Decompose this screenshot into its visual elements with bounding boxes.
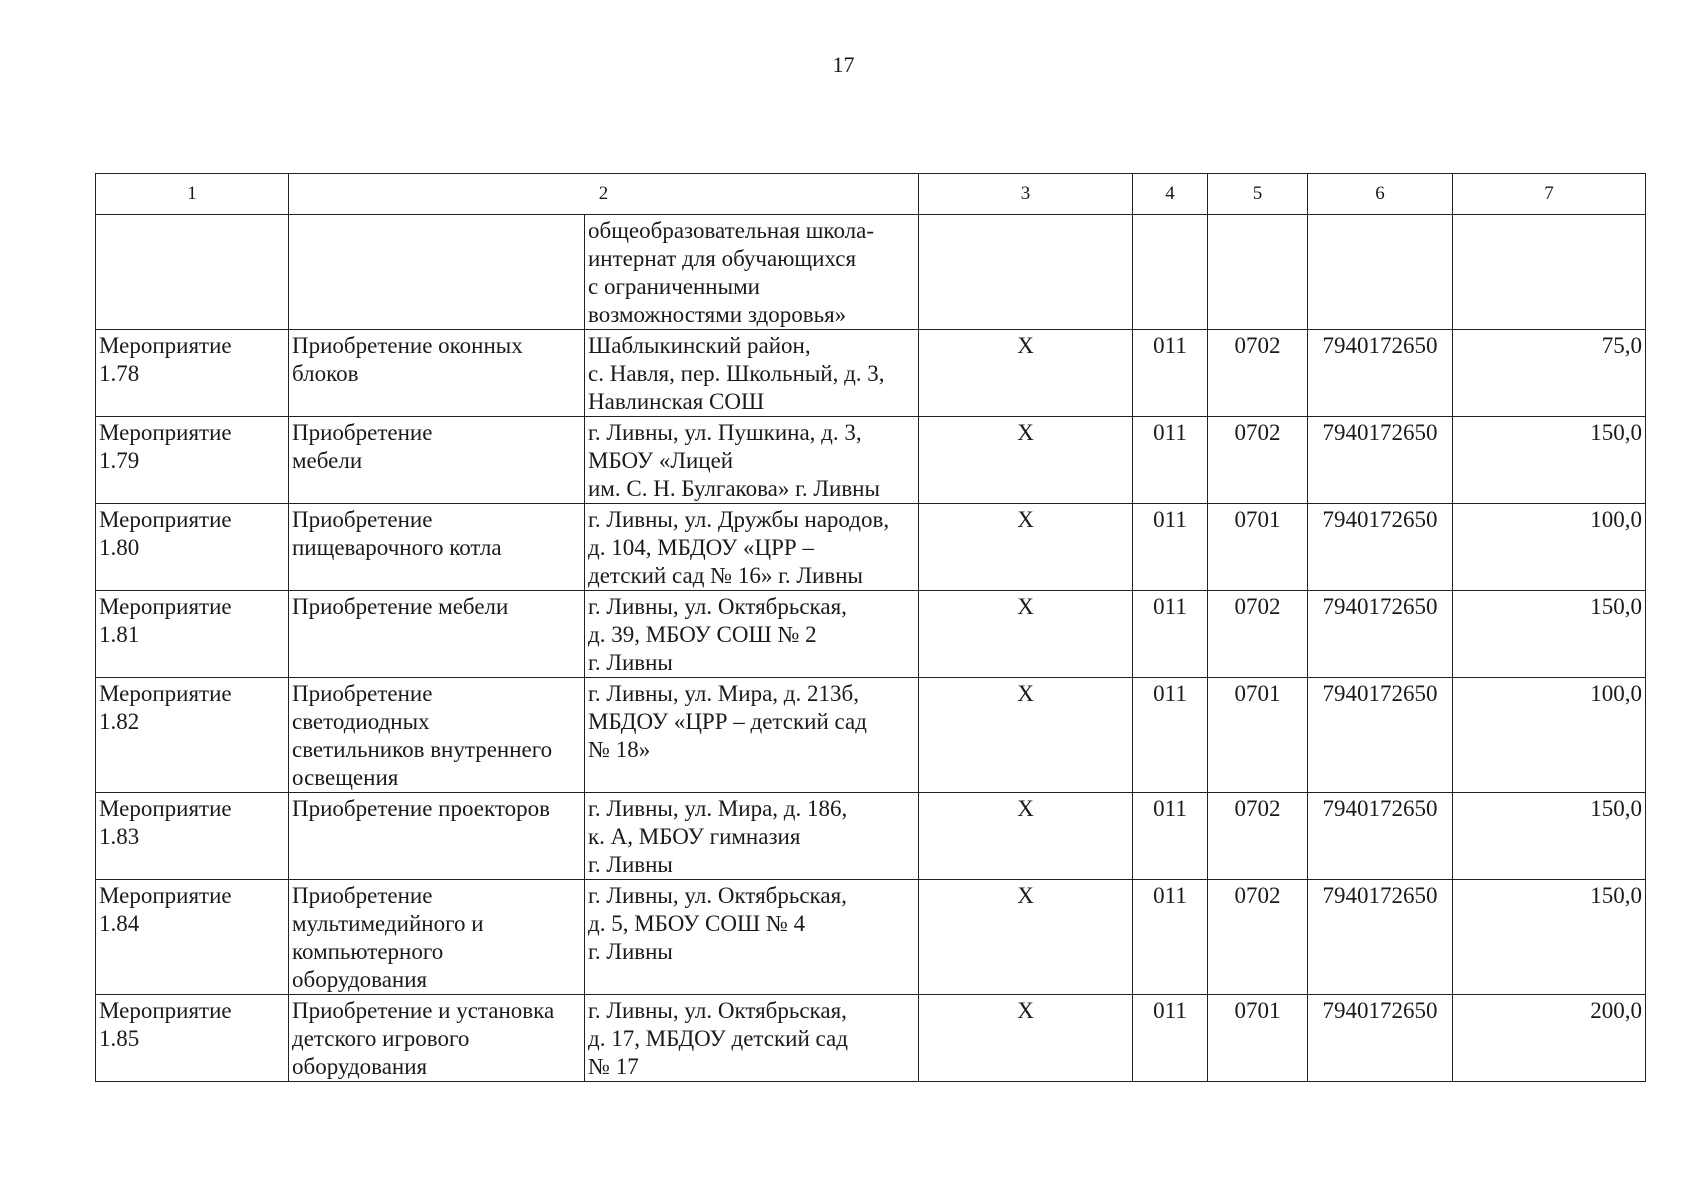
col5-cell: 0701 (1208, 504, 1308, 591)
name-cell (289, 591, 585, 678)
event-cell (96, 880, 289, 995)
address-cell (585, 330, 919, 417)
header-cell-5: 5 (1208, 174, 1308, 215)
col4-cell: 011 (1133, 417, 1208, 504)
event-cell (96, 417, 289, 504)
address-line: Навлинская СОШ (588, 389, 765, 414)
col3-cell: Х (919, 678, 1133, 793)
address-line: г. Ливны, ул. Мира, д. 186, (588, 796, 848, 821)
col7-cell: 150,0 (1453, 417, 1646, 504)
address-cell (585, 504, 919, 591)
col6-cell: 7940172650 (1308, 591, 1453, 678)
address-line: к. А, МБОУ гимназия (588, 824, 801, 849)
address-line: д. 5, МБОУ СОШ № 4 (588, 911, 806, 936)
name-line: мебели (292, 448, 363, 473)
table-row (96, 880, 1646, 995)
col7-cell: 100,0 (1453, 504, 1646, 591)
table-row (96, 995, 1646, 1082)
address-cell (585, 591, 919, 678)
name-line: освещения (292, 765, 399, 790)
event-line: 1.80 (99, 535, 140, 560)
name-line: детского игрового (292, 1026, 470, 1051)
event-line: Мероприятие (99, 420, 232, 445)
event-line: Мероприятие (99, 594, 232, 619)
address-line: с. Навля, пер. Школьный, д. 3, (588, 361, 885, 386)
col3-cell: Х (919, 417, 1133, 504)
address-line: д. 17, МБДОУ детский сад (588, 1026, 848, 1051)
col4-cell: 011 (1133, 591, 1208, 678)
address-cell (585, 678, 919, 793)
col4-cell: 011 (1133, 330, 1208, 417)
continuation-address-line: интернат для обучающихся (588, 246, 857, 271)
continuation-address-line: общеобразовательная школа- (588, 218, 874, 243)
col5-cell: 0702 (1208, 591, 1308, 678)
table-row (96, 678, 1646, 793)
address-line: МБДОУ «ЦРР – детский сад (588, 709, 867, 734)
event-line: Мероприятие (99, 796, 232, 821)
table-row (96, 504, 1646, 591)
col6-cell: 7940172650 (1308, 417, 1453, 504)
continuation-event-cell (96, 215, 289, 330)
continuation-col3-cell (919, 215, 1133, 330)
event-line: 1.84 (99, 911, 140, 936)
col7-cell: 75,0 (1453, 330, 1646, 417)
address-line: № 17 (588, 1054, 639, 1079)
address-line: д. 39, МБОУ СОШ № 2 (588, 622, 817, 647)
event-line: Мероприятие (99, 507, 232, 532)
continuation-col6-cell (1308, 215, 1453, 330)
event-cell (96, 504, 289, 591)
table-row (96, 417, 1646, 504)
col3-cell: Х (919, 995, 1133, 1082)
header-cell-1: 1 (96, 174, 289, 215)
name-line: светодиодных (292, 709, 430, 734)
name-line: Приобретение мебели (292, 594, 509, 619)
col6-cell: 7940172650 (1308, 880, 1453, 995)
name-cell (289, 417, 585, 504)
address-line: МБОУ «Лицей (588, 448, 734, 473)
address-line: г. Ливны, ул. Дружбы народов, (588, 507, 890, 532)
continuation-col4-cell (1133, 215, 1208, 330)
col5-cell: 0701 (1208, 995, 1308, 1082)
budget-table (95, 173, 1646, 1082)
col6-cell: 7940172650 (1308, 678, 1453, 793)
event-cell (96, 793, 289, 880)
continuation-address-cell (585, 215, 919, 330)
name-line: Приобретение проекторов (292, 796, 550, 821)
col5-cell: 0702 (1208, 880, 1308, 995)
name-line: Приобретение (292, 883, 433, 908)
table-row (96, 330, 1646, 417)
address-line: г. Ливны, ул. Пушкина, д. 3, (588, 420, 862, 445)
address-line: № 18» (588, 737, 651, 762)
continuation-col7-cell (1453, 215, 1646, 330)
address-line: г. Ливны, ул. Октябрьская, (588, 998, 847, 1023)
table-row (96, 793, 1646, 880)
col4-cell: 011 (1133, 880, 1208, 995)
address-cell (585, 995, 919, 1082)
continuation-address-line: возможностями здоровья» (588, 302, 847, 327)
event-line: 1.85 (99, 1026, 140, 1051)
event-line: 1.82 (99, 709, 140, 734)
name-line: оборудования (292, 1054, 428, 1079)
col7-cell: 200,0 (1453, 995, 1646, 1082)
address-line: им. С. Н. Булгакова» г. Ливны (588, 476, 880, 501)
event-line: 1.83 (99, 824, 140, 849)
name-line: пищеварочного котла (292, 535, 502, 560)
name-line: Приобретение (292, 507, 433, 532)
address-cell (585, 417, 919, 504)
address-line: г. Ливны (588, 852, 673, 877)
header-cell-7: 7 (1453, 174, 1646, 215)
header-row (96, 174, 1646, 215)
col6-cell: 7940172650 (1308, 793, 1453, 880)
name-line: мультимедийного и (292, 911, 484, 936)
col4-cell: 011 (1133, 678, 1208, 793)
name-line: Приобретение (292, 681, 433, 706)
address-cell (585, 880, 919, 995)
col4-cell: 011 (1133, 995, 1208, 1082)
col3-cell: Х (919, 330, 1133, 417)
continuation-row (96, 215, 1646, 330)
col6-cell: 7940172650 (1308, 995, 1453, 1082)
col7-cell: 150,0 (1453, 591, 1646, 678)
col4-cell: 011 (1133, 793, 1208, 880)
event-line: 1.81 (99, 622, 140, 647)
col4-cell: 011 (1133, 504, 1208, 591)
name-line: Приобретение оконных (292, 333, 523, 358)
address-line: г. Ливны (588, 650, 673, 675)
name-line: оборудования (292, 967, 428, 992)
col3-cell: Х (919, 591, 1133, 678)
table-row (96, 591, 1646, 678)
name-line: компьютерного (292, 939, 444, 964)
name-line: блоков (292, 361, 359, 386)
address-cell (585, 793, 919, 880)
address-line: д. 104, МБДОУ «ЦРР – (588, 535, 814, 560)
col5-cell: 0702 (1208, 417, 1308, 504)
event-cell (96, 678, 289, 793)
col7-cell: 150,0 (1453, 793, 1646, 880)
event-cell (96, 591, 289, 678)
col6-cell: 7940172650 (1308, 504, 1453, 591)
col3-cell: Х (919, 793, 1133, 880)
col5-cell: 0701 (1208, 678, 1308, 793)
event-line: Мероприятие (99, 883, 232, 908)
address-line: детский сад № 16» г. Ливны (588, 563, 863, 588)
address-line: Шаблыкинский район, (588, 333, 811, 358)
name-line: Приобретение и установка (292, 998, 555, 1023)
col5-cell: 0702 (1208, 330, 1308, 417)
page-number: 17 (832, 52, 855, 77)
col7-cell: 100,0 (1453, 678, 1646, 793)
header-cell-4: 4 (1133, 174, 1208, 215)
address-line: г. Ливны, ул. Октябрьская, (588, 594, 847, 619)
address-line: г. Ливны, ул. Мира, д. 213б, (588, 681, 859, 706)
address-line: г. Ливны (588, 939, 673, 964)
name-cell (289, 995, 585, 1082)
continuation-address-line: с ограниченными (588, 274, 760, 299)
col5-cell: 0702 (1208, 793, 1308, 880)
event-line: 1.78 (99, 361, 140, 386)
continuation-name-cell (289, 215, 585, 330)
col7-cell: 150,0 (1453, 880, 1646, 995)
address-line: г. Ливны, ул. Октябрьская, (588, 883, 847, 908)
event-line: Мероприятие (99, 333, 232, 358)
header-cell-6: 6 (1308, 174, 1453, 215)
event-line: 1.79 (99, 448, 140, 473)
header-cell-2: 2 (289, 174, 919, 215)
col6-cell: 7940172650 (1308, 330, 1453, 417)
name-cell (289, 880, 585, 995)
col3-cell: Х (919, 504, 1133, 591)
name-cell (289, 793, 585, 880)
header-cell-3: 3 (919, 174, 1133, 215)
event-line: Мероприятие (99, 998, 232, 1023)
name-cell (289, 504, 585, 591)
event-line: Мероприятие (99, 681, 232, 706)
continuation-col5-cell (1208, 215, 1308, 330)
name-line: светильников внутреннего (292, 737, 553, 762)
name-cell (289, 678, 585, 793)
name-cell (289, 330, 585, 417)
event-cell (96, 330, 289, 417)
col3-cell: Х (919, 880, 1133, 995)
event-cell (96, 995, 289, 1082)
name-line: Приобретение (292, 420, 433, 445)
